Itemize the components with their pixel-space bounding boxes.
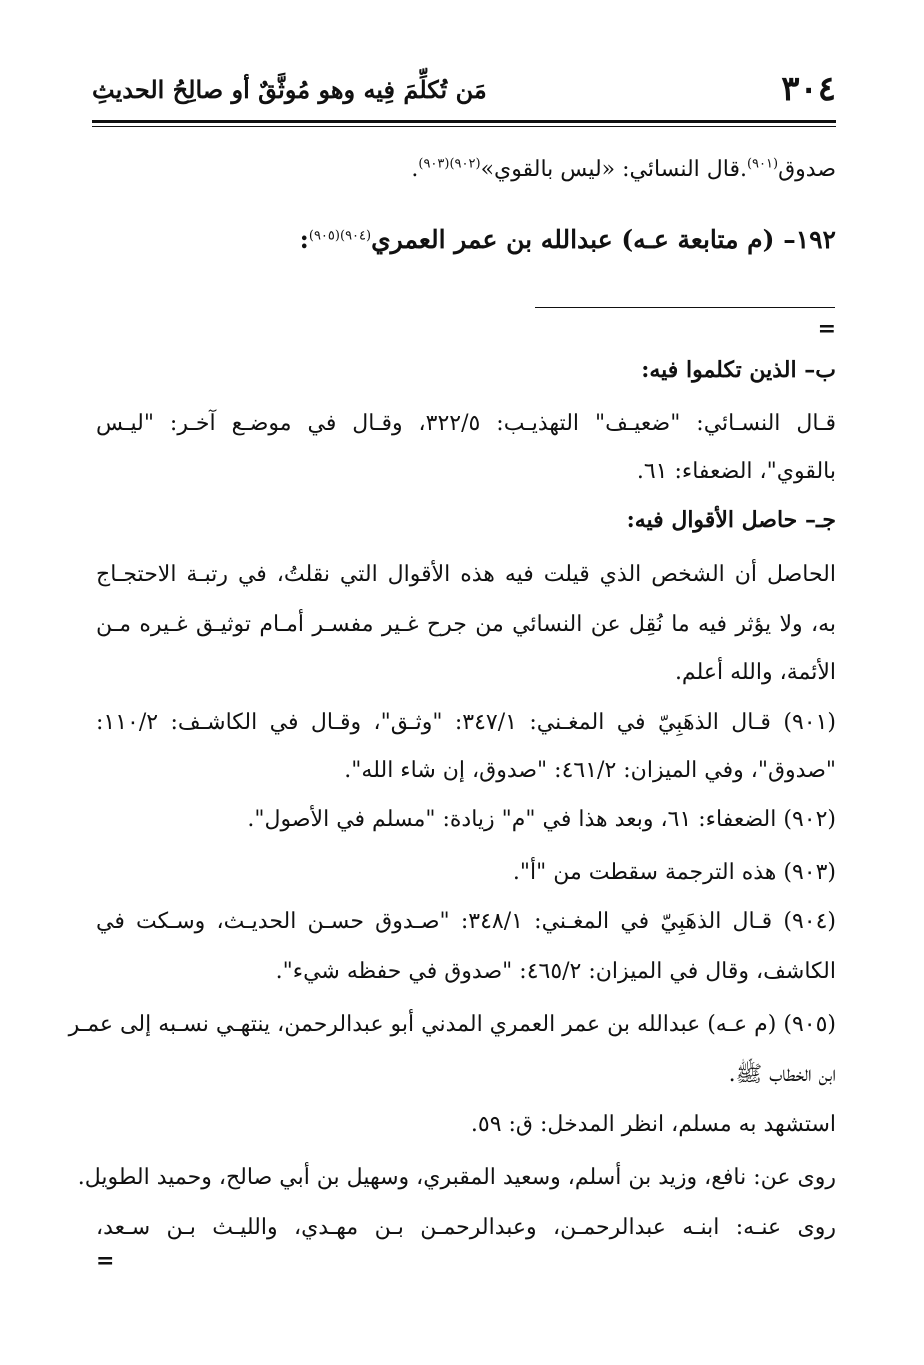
footnote-903: (٩٠٣) هذه الترجمة سقطت من "أ". xyxy=(512,860,836,885)
footnote-line: بالقوي"، الضعفاء: ٦١. xyxy=(636,459,836,484)
entry-heading-line xyxy=(96,220,836,262)
footnote-901-cont: "صدوق"، وفي الميزان: ٤٦١/٢: "صدوق، إن شاء الله". xyxy=(344,758,836,783)
page-number: ٣٠٤ xyxy=(781,69,836,109)
footnote-905-cont: ابن الخطاب ﷺ. xyxy=(728,1062,836,1087)
header-rule xyxy=(92,120,836,123)
main-text-line xyxy=(96,150,836,190)
main-text: .قال النسائي: «ليس بالقوي» xyxy=(480,157,747,182)
footnote-904-cont: الكاشف، وقال في الميزان: ٤٦٥/٢: "صدوق في حفظه شيء". xyxy=(275,959,836,984)
footnote-905-cont: روى عن: نافع، وزيد بن أسلم، وسعيد المقبري، وسهيل بن أبي صالح، وحميد الطويل. xyxy=(77,1165,836,1190)
footnote-line: الأئمة، والله أعلم. xyxy=(674,660,836,685)
footnote-ref: (٩٠٤) xyxy=(339,228,372,244)
footnote-905-cont: استشهد به مسلم، انظر المدخل: ق: ٥٩. xyxy=(470,1112,836,1137)
footnote-line: الحاصل أن الشخص الذي قيلت فيه هذه الأقوال التي نقلتُ، في رتبـة الاحتجـاج xyxy=(96,562,836,587)
footnote-ref: (٩٠٥) xyxy=(308,228,340,244)
main-text: صدوق xyxy=(778,157,836,182)
continuation-mark: = xyxy=(817,316,836,342)
footnote-line: به، ولا يؤثر فيه ما نُقِل عن النسائي من جرح غـير مفسـر أمـام توثيـق غـيره مـن xyxy=(96,612,836,637)
page-header xyxy=(92,66,836,118)
footnote-904: (٩٠٤) قـال الذهَبِيّ في المغـني: ٣٤٨/١: "صـدوق حسـن الحديـث، وسـكت في xyxy=(96,909,836,934)
footnote-ref: (٩٠١) xyxy=(746,156,779,172)
header-rule-thin xyxy=(92,126,836,127)
footnote-line: قـال النسـائي: "ضعيـف" التهذيـب: ٣٢٢/٥، وقـال في موضـع آخـر: "ليـس xyxy=(96,411,836,436)
section-b-heading: ب– الذين تكلموا فيه: xyxy=(641,357,836,383)
footnote-separator xyxy=(535,307,835,308)
footnote-905-cont: روى عنـه: ابنـه عبدالرحمـن، وعبدالرحمـن بـن مهـدي، والليـث بـن سـعد، xyxy=(96,1215,836,1240)
end-continuation-mark: = xyxy=(96,1248,115,1274)
main-text: . xyxy=(411,157,419,182)
footnote-905: (٩٠٥) (م عـه) عبدالله بن عمر العمري المدني أبو عبدالرحمن، ينتهـي نسـبه إلى عمـر xyxy=(68,1012,836,1037)
running-title: مَن تُكلِّمَ فِيه وهو مُوثَّقٌ أو صالِحُ الحديثِ xyxy=(92,75,487,104)
footnote-902: (٩٠٢) الضعفاء: ٦١، وبعد هذا في "م" زيادة: "مسلم في الأصول". xyxy=(247,807,836,832)
footnote-ref: (٩٠٢) xyxy=(449,156,481,172)
footnote-ref: (٩٠٣) xyxy=(418,156,450,172)
entry-heading: ١٩٢– (م متابعة عـه) عبدالله بن عمر العمري xyxy=(371,225,836,254)
section-c-heading: جـ– حاصل الأقوال فيه: xyxy=(626,507,836,533)
entry-heading-end: : xyxy=(299,225,309,254)
footnote-901: (٩٠١) قـال الذهَبِيّ في المغـني: ٣٤٧/١: "وثـق"، وقـال في الكاشـف: ١١٠/٢: xyxy=(96,710,836,735)
